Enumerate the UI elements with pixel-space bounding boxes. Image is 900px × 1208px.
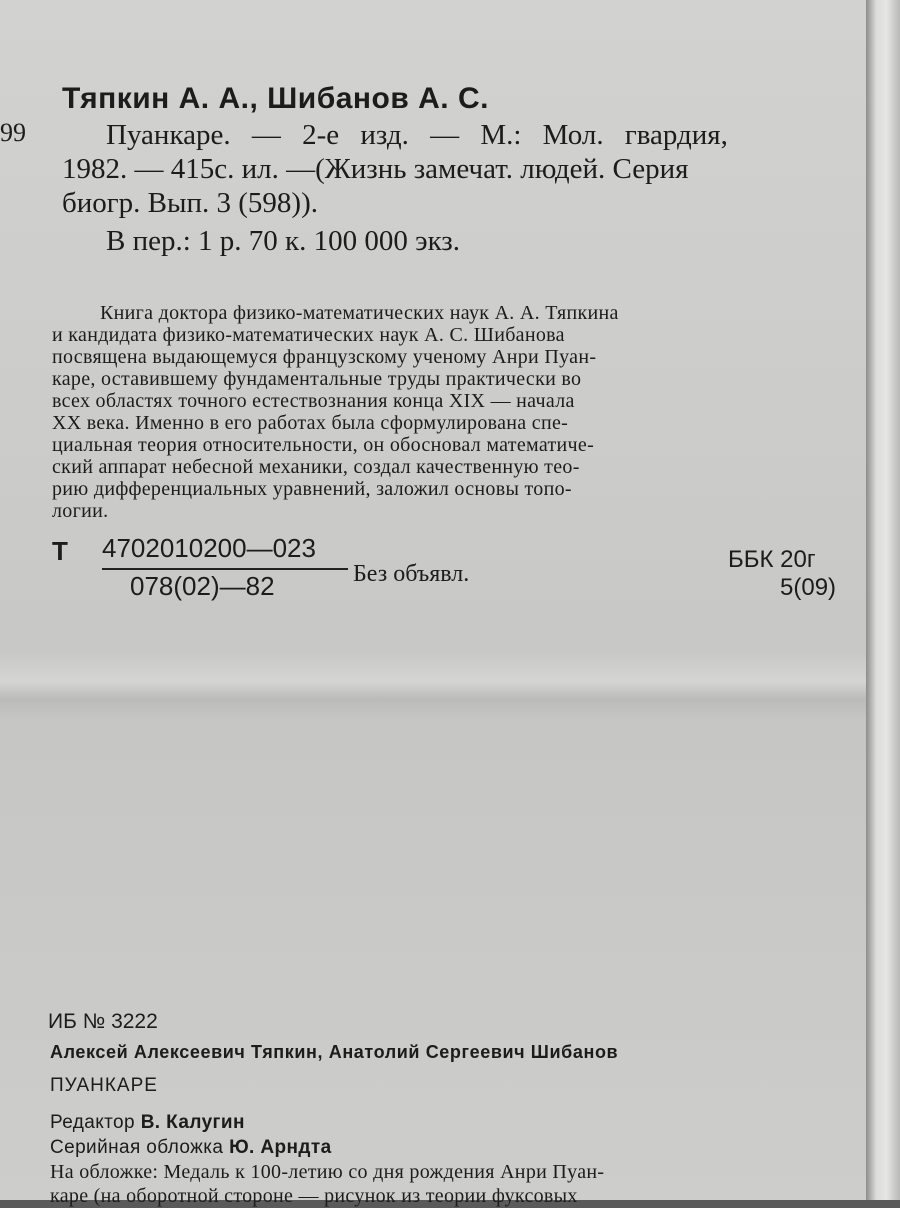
fraction-rule	[102, 568, 348, 570]
annotation-line: и кандидата физико-математических наук А. С. Шибанова	[52, 324, 565, 346]
authors-heading: Тяпкин А. А., Шибанов А. С.	[62, 82, 489, 115]
index-numerator: 4702010200—023	[102, 533, 316, 563]
annotation-line: всех областях точного естествознания конца XIX — начала	[52, 390, 575, 412]
index-letter: Т	[52, 536, 68, 566]
bib-line-3: биогр. Вып. 3 (598)).	[62, 187, 318, 219]
editor-name: В. Калугин	[140, 1112, 245, 1133]
annotation-line: логии.	[52, 500, 109, 522]
annotation-line: каре, оставившему фундаментальные труды практически во	[52, 368, 582, 390]
bibliographic-record	[62, 118, 862, 258]
ib-number: ИБ № 3222	[48, 1010, 158, 1033]
annotation-line: XX века. Именно в его работах была сформулирована спе-	[52, 412, 569, 434]
no-announcement-note: Без объявл.	[353, 561, 470, 587]
annotation-line: посвящена выдающемуся французскому ученому Анри Пуан-	[52, 346, 597, 368]
bib-line-4: В пер.: 1 р. 70 к. 100 000 экз.	[106, 225, 460, 257]
editor-label: Редактор	[50, 1112, 135, 1133]
annotation-line: ский аппарат небесной механики, создал качественную тео-	[52, 456, 580, 478]
page-fold-shadow	[0, 650, 868, 720]
cover-artist: Ю. Арндта	[229, 1137, 332, 1158]
cover-credit	[50, 1137, 332, 1159]
page-edge	[866, 0, 900, 1200]
bib-line-2: 1982. — 415с. ил. —(Жизнь замечат. людей. Серия	[62, 153, 689, 185]
index-denominator: 078(02)—82	[130, 571, 275, 601]
bbk-code: ББК 20г	[728, 546, 816, 573]
cover-label: Серийная обложка	[50, 1137, 224, 1158]
annotation	[52, 302, 856, 522]
full-author-names: Алексей Алексеевич Тяпкин, Анатолий Сергеевич Шибанов	[50, 1042, 619, 1062]
cover-description-line: каре (на оборотной стороне — рисунок из теории фуксовых	[50, 1185, 578, 1207]
annotation-line: Книга доктора физико-математических наук А. А. Тяпкина	[100, 302, 619, 324]
annotation-line: рию дифференциальных уравнений, заложил основы топо-	[52, 478, 572, 500]
cover-description-line: На обложке: Медаль к 100-летию со дня рождения Анри Пуан-	[50, 1161, 605, 1183]
margin-number: 99	[0, 118, 26, 147]
cover-description	[50, 1160, 850, 1208]
editor-credit	[50, 1112, 245, 1134]
book-title: ПУАНКАРЕ	[50, 1075, 158, 1096]
annotation-line: циальная теория относительности, он обосновал математиче-	[52, 434, 595, 456]
bib-line-1: Пуанкаре. — 2-е изд. — М.: Мол. гвардия,	[106, 119, 728, 151]
bbk-subcode: 5(09)	[780, 574, 837, 601]
